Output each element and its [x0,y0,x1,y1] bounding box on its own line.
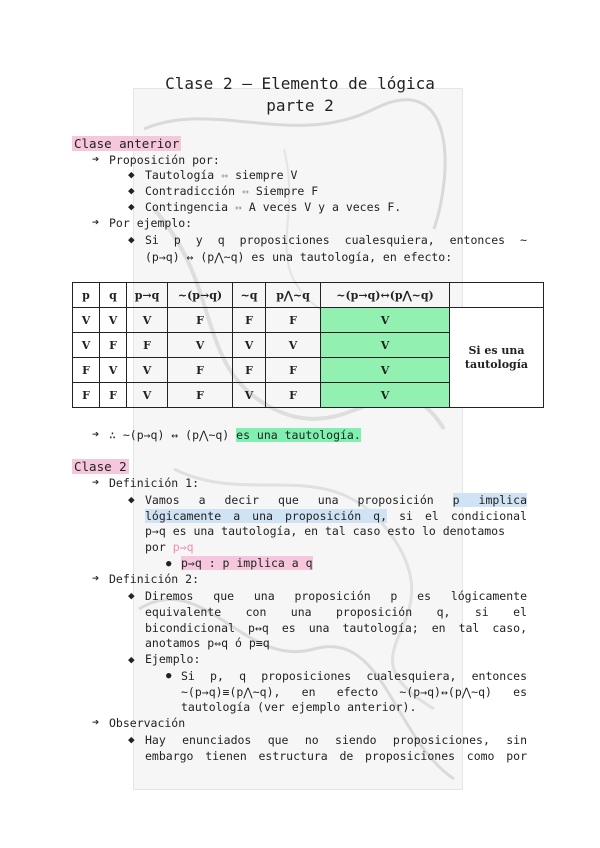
ej-line-2: ~(p→q)≡(p⋀~q), en efecto ~(p→q)↔(p⋀~q) es [181,685,527,699]
diamond-icon: ◆ [128,200,135,213]
truth-table [72,282,544,408]
arrow-icon: ➔ [92,715,100,729]
arrow-icon: ➔ [92,215,100,229]
cell: F [127,333,168,358]
ejemplo-label: Ejemplo: [145,652,201,666]
cell: V [100,308,127,333]
cell: V [73,308,100,333]
cell: V [100,358,127,383]
arrow-icon: ➔ [92,475,100,489]
cell: V [73,333,100,358]
def1-line-2: lógicamente a una proposición q, si el condicional [145,509,527,523]
cell: F [73,383,100,408]
arrow-icon: ➔ [92,427,100,441]
cell: F [266,358,321,383]
page-title: Clase 2 — Elemento de lógica [165,74,435,93]
col-header: q [100,283,127,308]
cell: F [73,358,100,383]
col-header: ~(p→q) [168,283,233,308]
col-header: p→q [127,283,168,308]
col-header: ~q [233,283,266,308]
arrow-icon: ➔ [92,571,100,585]
list-item-tautologia: Tautología ↔ siempre V [145,168,298,182]
ejemplo-line-2: (p→q) ↔ (p⋀~q) es una tautología, en efecto: [145,250,453,264]
cell-result: V [321,358,450,383]
proposicion-por: Proposición por: [109,153,220,167]
section-heading-clase-2: Clase 2 [74,459,127,474]
cell: F [100,333,127,358]
diamond-icon: ◆ [128,493,135,506]
cell: F [100,383,127,408]
diamond-icon: ◆ [128,733,135,746]
cell: F [266,383,321,408]
cell: F [168,383,233,408]
def2-line-3: bicondicional p↔q es una tautología; en tal caso, [145,621,527,635]
cell: F [168,308,233,333]
observacion: Observación [109,716,186,730]
ejemplo-line-1: Si p y q proposiciones cualesquiera, entonces ~ [145,233,527,247]
ej-line-1: Si p, q proposiciones cualesquiera, entonces [181,669,527,683]
cell: F [266,308,321,333]
conclusion: ∴ ~(p→q) ↔ (p⋀~q) es una tautología. [109,428,361,442]
table-row [73,308,544,333]
page-subtitle: parte 2 [266,96,334,115]
definicion-1: Definición 1: [109,476,200,490]
obs-line-2: embargo tienen estructura de proposiciones como por [145,749,527,763]
def1-line-1: Vamos a decir que una proposición p implica [145,493,527,507]
def2-line-1: Diremos que una proposición p es lógicamente [145,589,527,603]
cell-result: V [321,333,450,358]
col-header: p⋀~q [266,283,321,308]
cell: V [233,383,266,408]
arrow-icon: ➔ [92,152,100,166]
col-header: ~(p→q)↔(p⋀~q) [321,283,450,308]
ej-line-3: tautología (ver ejemplo anterior). [181,700,417,714]
bullet-icon: ● [166,559,172,569]
def1-line-4: por p⇒q [145,540,194,554]
cell: F [233,358,266,383]
cell: V [127,358,168,383]
cell: V [266,333,321,358]
def2-line-4: anotamos p⇔q ó p≡q [145,636,270,650]
por-ejemplo: Por ejemplo: [109,216,193,230]
list-item-contradiccion: Contradicción ↔ Siempre F [145,184,319,198]
diamond-icon: ◆ [128,653,135,666]
obs-line-1: Hay enunciados que no siendo proposiciones, sin [145,733,527,747]
side-note: Si es una tautología [450,308,544,408]
cell-result: V [321,308,450,333]
def2-line-2: equivalente con una proposición q, si el [145,605,527,619]
diamond-icon: ◆ [128,184,135,197]
definicion-2: Definición 2: [109,572,200,586]
cell: F [168,358,233,383]
cell: V [127,383,168,408]
diamond-icon: ◆ [128,233,135,246]
def1-line-3: p→q es una tautología, en tal caso esto lo denotamos [145,524,506,538]
col-header [450,283,544,308]
table-header-row [73,283,544,308]
diamond-icon: ◆ [128,589,135,602]
list-item-contingencia: Contingencia ↔ A veces V y a veces F. [145,200,402,214]
cell-result: V [321,383,450,408]
section-heading-clase-anterior: Clase anterior [74,136,180,151]
cell: F [233,308,266,333]
bullet-icon: ● [166,671,172,681]
cell: V [168,333,233,358]
cell: V [233,333,266,358]
diamond-icon: ◆ [128,168,135,181]
col-header: p [73,283,100,308]
cell: V [127,308,168,333]
def1-bullet: p⇒q : p implica a q [181,556,313,570]
